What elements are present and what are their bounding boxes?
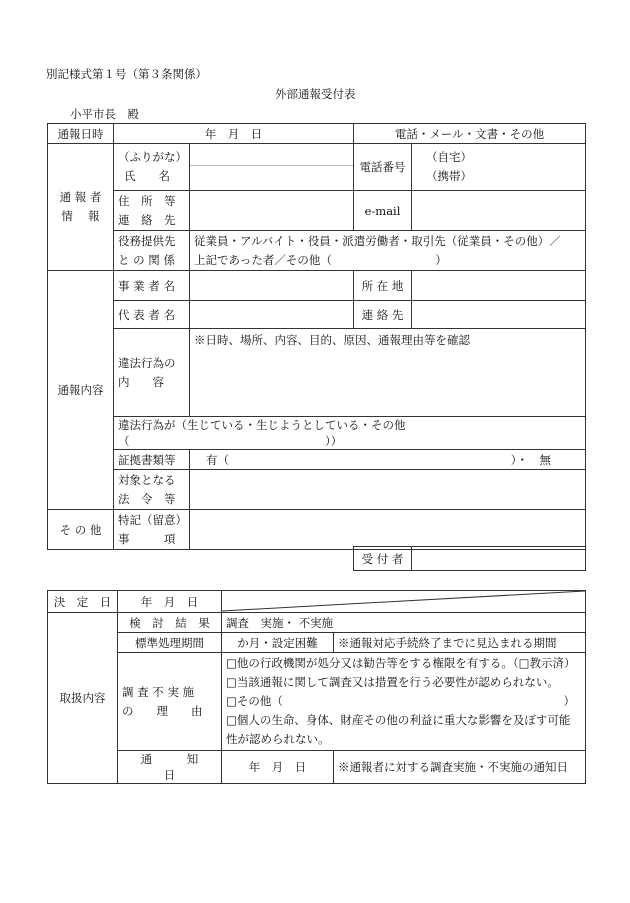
address-label-line1: 住 所 等 bbox=[118, 193, 176, 208]
reason-item-other-close: ） bbox=[563, 694, 575, 708]
form-title: 外部通報受付表 bbox=[275, 87, 356, 101]
reporter-info-label-line1: 通 報 者 bbox=[59, 190, 102, 204]
representative-field[interactable] bbox=[190, 301, 354, 329]
violation-label-line1: 違法行為の bbox=[118, 355, 176, 370]
notify-date-value: 年 月 日 bbox=[248, 760, 307, 774]
target-law-label-line1: 対象となる bbox=[118, 472, 176, 487]
notify-date-field[interactable] bbox=[222, 751, 334, 784]
report-date-value: 年 月 日 bbox=[204, 126, 263, 141]
violation-label-line2: 内 容 bbox=[118, 374, 164, 389]
name-input[interactable] bbox=[190, 166, 353, 190]
remarks-label bbox=[114, 510, 190, 550]
report-method-field[interactable] bbox=[354, 124, 586, 144]
furigana-label: （ふりがな） bbox=[118, 150, 187, 164]
furigana-input[interactable] bbox=[190, 144, 353, 166]
relation-options-line2: 上記であった者／その他（ ） bbox=[194, 252, 447, 267]
reporter-info-label-line2: 情 報 bbox=[61, 209, 100, 223]
contact-label: 連 絡 先 bbox=[354, 301, 412, 329]
review-result-options: 調査 実施・ 不実施 bbox=[226, 615, 334, 630]
location-field[interactable] bbox=[412, 271, 586, 301]
diagonal-slash bbox=[222, 591, 585, 612]
standard-period-note: ※通報対応手続終了までに見込まれる期間 bbox=[334, 633, 586, 653]
report-date-field[interactable] bbox=[114, 124, 354, 144]
standard-period-value: か月・設定困難 bbox=[237, 635, 318, 650]
non-investigation-reason-field[interactable] bbox=[222, 653, 586, 751]
receiver-label: 受 付 者 bbox=[354, 547, 412, 571]
decision-date-field[interactable] bbox=[118, 591, 222, 613]
decision-date-slash-cell bbox=[222, 591, 586, 613]
business-name-label: 事 業 者 名 bbox=[114, 271, 190, 301]
evidence-no: ）・ 無 bbox=[510, 452, 551, 467]
email-label: e-mail bbox=[354, 191, 412, 231]
receiver-table bbox=[353, 546, 586, 571]
phone-field[interactable] bbox=[412, 144, 586, 191]
target-law-label-line2: 法 令 等 bbox=[118, 491, 176, 506]
report-content-label: 通報内容 bbox=[48, 271, 114, 510]
handling-form-table bbox=[47, 590, 586, 784]
report-form-table bbox=[47, 123, 586, 550]
evidence-yes: 有（ bbox=[206, 452, 229, 467]
addressee: 小平市長 殿 bbox=[70, 107, 139, 121]
name-label-text: 氏 名 bbox=[124, 169, 170, 183]
violation-content-field[interactable] bbox=[190, 329, 586, 417]
notify-date-label: 通 知 日 bbox=[118, 751, 222, 784]
violation-label bbox=[114, 329, 190, 417]
notify-date-note: ※通報者に対する調査実施・不実施の通知日 bbox=[334, 751, 586, 784]
reason-item[interactable]: □他の行政機関が処分又は勧告等をする権限を有する。（□教示済） bbox=[226, 656, 576, 670]
target-law-label bbox=[114, 470, 190, 510]
business-name-field[interactable] bbox=[190, 271, 354, 301]
phone-home-label: （自宅） bbox=[426, 150, 472, 164]
evidence-field[interactable] bbox=[190, 450, 586, 470]
form-reference: 別記様式第１号（第３条関係） bbox=[46, 67, 207, 81]
representative-label: 代 表 者 名 bbox=[114, 301, 190, 329]
relation-label-line2: と の 関 係 bbox=[118, 252, 175, 267]
receiver-field[interactable] bbox=[412, 547, 586, 571]
reason-item[interactable]: □当該通報に関して調査又は措置を行う必要性が認められない。 bbox=[226, 675, 559, 689]
reporter-info-label bbox=[48, 144, 114, 271]
standard-period-label: 標準処理期間 bbox=[118, 633, 222, 653]
relation-label-line1: 役務提供先 bbox=[118, 233, 176, 248]
decision-date-value: 年 月 日 bbox=[140, 594, 199, 609]
name-label bbox=[114, 144, 190, 191]
reason-label-line1: 調 査 不 実 施 bbox=[122, 684, 195, 699]
other-label: そ の 他 bbox=[48, 510, 114, 550]
remarks-label-line2: 事 項 bbox=[118, 531, 176, 546]
reason-item[interactable]: □個人の生命、身体、財産その他の利益に重大な影響を及ぼす可能 bbox=[226, 713, 571, 727]
reason-item-other[interactable] bbox=[226, 692, 581, 711]
relation-options-line1: 従業員・アルバイト・役員・派遣労働者・取引先（従業員・その他）／ bbox=[194, 233, 561, 248]
report-date-label: 通報日時 bbox=[48, 124, 114, 144]
email-field[interactable] bbox=[412, 191, 586, 231]
standard-period-field[interactable] bbox=[222, 633, 334, 653]
address-field[interactable] bbox=[190, 191, 354, 231]
decision-date-label: 決 定 日 bbox=[48, 591, 118, 613]
remarks-field[interactable] bbox=[190, 510, 586, 550]
name-field[interactable] bbox=[190, 144, 354, 191]
phone-label: 電話番号 bbox=[354, 144, 412, 191]
evidence-label: 証拠書類等 bbox=[114, 450, 190, 470]
address-label bbox=[114, 191, 190, 231]
address-label-line2: 連 絡 先 bbox=[118, 212, 176, 227]
review-result-field[interactable] bbox=[222, 613, 586, 633]
remarks-label-line1: 特記（留意） bbox=[118, 512, 187, 527]
phone-mobile-label: （携帯） bbox=[426, 169, 472, 183]
violation-content-note: ※日時、場所、内容、目的、原因、通報理由等を確認 bbox=[194, 333, 470, 347]
reason-label-line2: の 理 由 bbox=[122, 703, 203, 718]
report-method-options: 電話・メール・文書・その他 bbox=[394, 126, 545, 141]
violation-status-field[interactable] bbox=[114, 417, 586, 450]
contact-field[interactable] bbox=[412, 301, 586, 329]
non-investigation-reason-label bbox=[118, 653, 222, 751]
relation-label bbox=[114, 231, 190, 271]
target-law-field[interactable] bbox=[190, 470, 586, 510]
review-result-label: 検 討 結 果 bbox=[118, 613, 222, 633]
relation-field[interactable] bbox=[190, 231, 586, 271]
reason-item-continued: 性が認められない。 bbox=[226, 732, 330, 746]
reason-item-other-text: □その他（ bbox=[226, 694, 283, 708]
location-label: 所 在 地 bbox=[354, 271, 412, 301]
handling-content-label: 取扱内容 bbox=[48, 613, 118, 784]
violation-status-text: 違法行為が（生じている・生じようとしている・その他（ ）） bbox=[118, 418, 406, 448]
